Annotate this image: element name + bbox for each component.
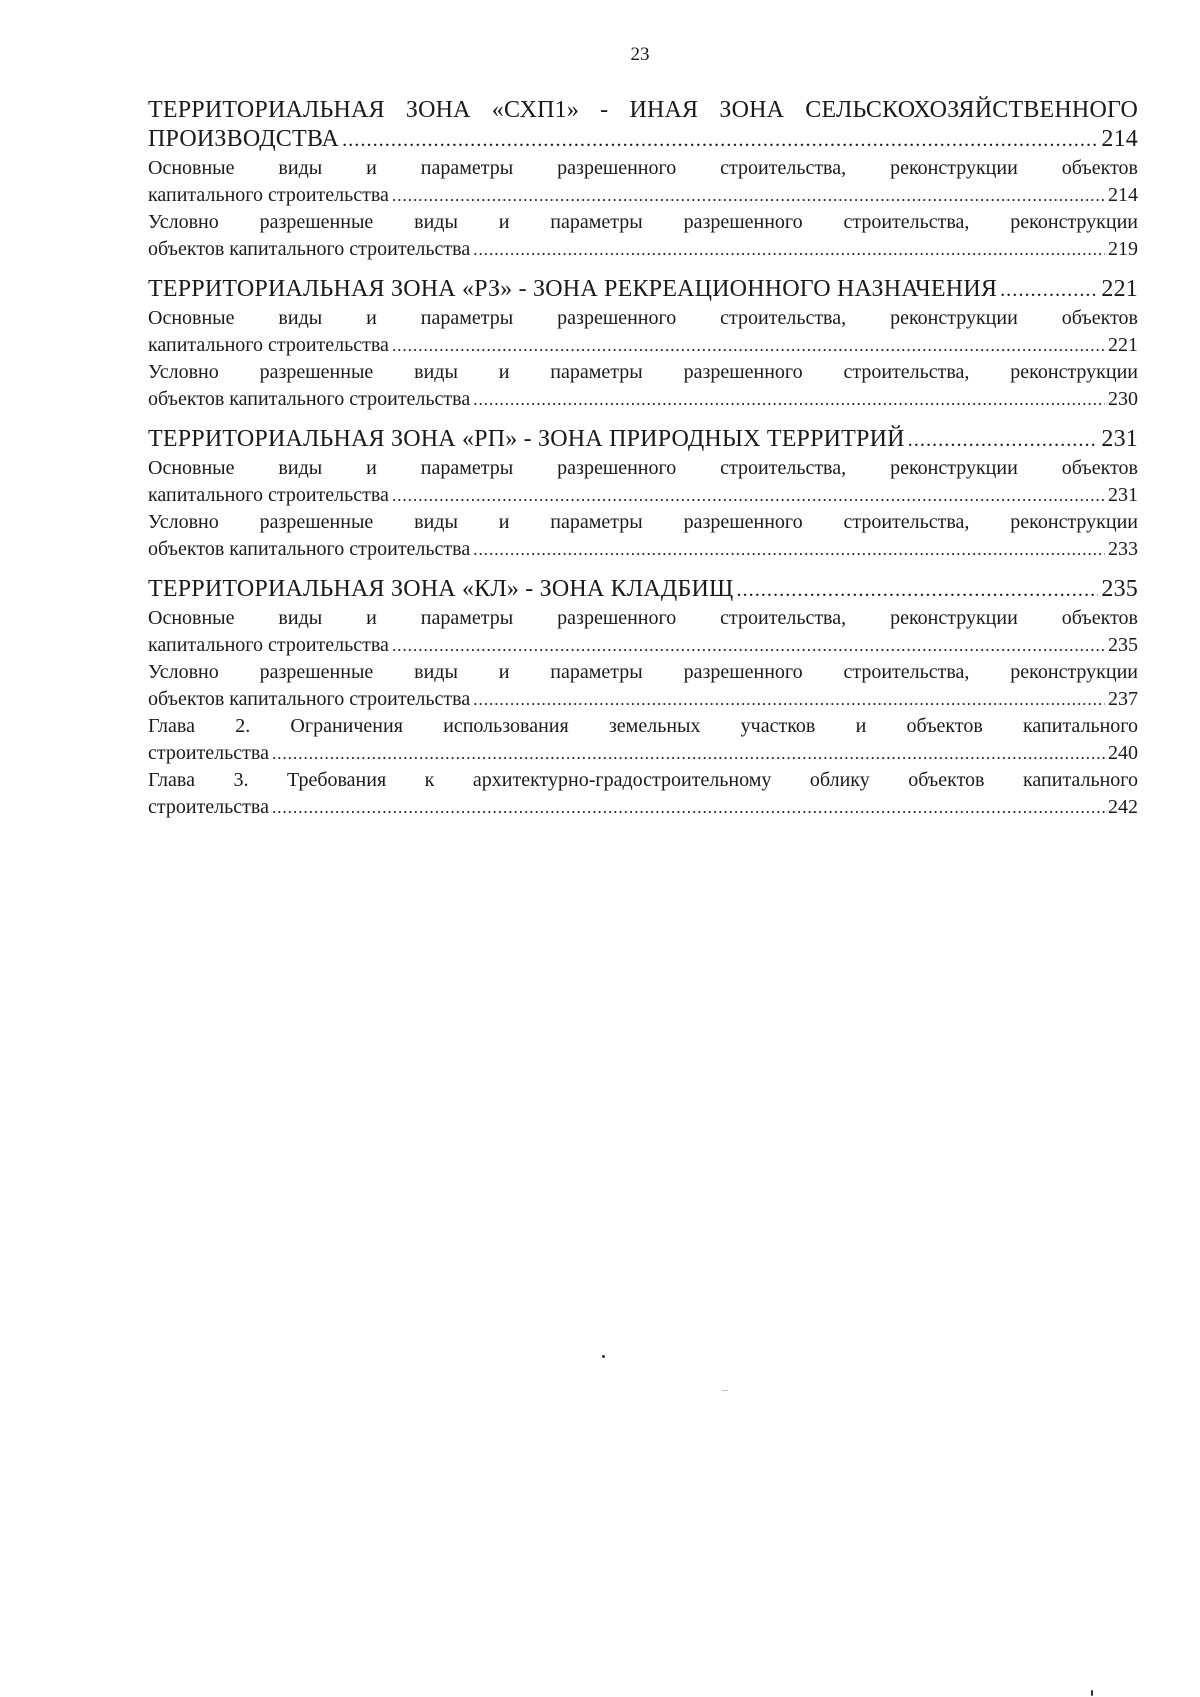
toc-entry-line1: Глава 2. Ограничения использования земельных участков и объектов капитального — [148, 715, 1138, 737]
toc-entry-line1: Основные виды и параметры разрешенного строительства, реконструкции объектов — [148, 157, 1138, 179]
toc-section-shp1 — [148, 96, 1138, 263]
toc-heading-text: ТЕРРИТОРИАЛЬНАЯ ЗОНА «РЗ» - ЗОНА РЕКРЕАЦИОННОГО НАЗНАЧЕНИЯ — [148, 276, 998, 302]
toc-entry-line1: Условно разрешенные виды и параметры разрешенного строительства, реконструкции — [148, 511, 1138, 533]
toc-heading-line2: ПРОИЗВОДСТВА — [148, 126, 340, 152]
toc-page-number: 231 — [1108, 484, 1138, 506]
leader-dots — [473, 686, 1105, 713]
leader-dots — [272, 794, 1105, 821]
toc-entry-line2: объектов капитального строительства — [148, 538, 471, 560]
scan-speck — [602, 1355, 605, 1358]
toc-entry[interactable] — [148, 455, 1138, 509]
leader-dots — [392, 332, 1105, 359]
toc-entry-chapter-3[interactable] — [148, 767, 1138, 821]
toc-entry-line1: Основные виды и параметры разрешенного строительства, реконструкции объектов — [148, 307, 1138, 329]
leader-dots — [392, 182, 1105, 209]
toc-entry-chapter-2[interactable] — [148, 713, 1138, 767]
toc-section-rz — [148, 275, 1138, 413]
toc-entry-line1: Основные виды и параметры разрешенного строительства, реконструкции объектов — [148, 607, 1138, 629]
toc-page-number: 240 — [1108, 742, 1138, 764]
toc-section-kl — [148, 575, 1138, 821]
toc-heading-text: ТЕРРИТОРИАЛЬНАЯ ЗОНА «РП» - ЗОНА ПРИРОДНЫХ ТЕРРИТРИЙ — [148, 426, 905, 452]
toc-entry-line1: Глава 3. Требования к архитектурно-градостроительному облику объектов капитального — [148, 769, 1138, 791]
toc-entry-line2: капитального строительства — [148, 184, 389, 206]
toc-page-number: 230 — [1108, 388, 1138, 410]
leader-dots — [736, 576, 1098, 605]
toc-page-number: 242 — [1108, 796, 1138, 818]
toc-entry-line2: капитального строительства — [148, 334, 389, 356]
toc-page-number: 221 — [1101, 276, 1138, 302]
leader-dots — [473, 236, 1105, 263]
scan-speck — [1091, 1690, 1093, 1696]
toc-heading-line1: ТЕРРИТОРИАЛЬНАЯ ЗОНА «СХП1» - ИНАЯ ЗОНА СЕЛЬСКОХОЗЯЙСТВЕННОГО — [148, 97, 1138, 123]
leader-dots — [473, 536, 1105, 563]
leader-dots — [473, 386, 1105, 413]
toc-entry-line2: объектов капитального строительства — [148, 388, 471, 410]
toc-entry[interactable] — [148, 305, 1138, 359]
toc-entry-line2: капитального строительства — [148, 484, 389, 506]
toc-heading[interactable] — [148, 575, 1138, 605]
toc-entry[interactable] — [148, 209, 1138, 263]
toc-page-number: 219 — [1108, 238, 1138, 260]
toc-entry-line1: Условно разрешенные виды и параметры разрешенного строительства, реконструкции — [148, 211, 1138, 233]
leader-dots — [392, 632, 1105, 659]
toc-entry-line1: Условно разрешенные виды и параметры разрешенного строительства, реконструкции — [148, 661, 1138, 683]
toc-section-rp — [148, 425, 1138, 563]
toc-page-number: 235 — [1108, 634, 1138, 656]
toc-entry-line2: объектов капитального строительства — [148, 688, 471, 710]
toc-heading-text: ТЕРРИТОРИАЛЬНАЯ ЗОНА «КЛ» - ЗОНА КЛАДБИЩ — [148, 576, 734, 602]
toc-entry-line2: строительства — [148, 796, 269, 818]
page-number: 23 — [630, 44, 650, 65]
toc-entry[interactable] — [148, 605, 1138, 659]
toc-heading[interactable] — [148, 96, 1138, 155]
toc-page-number: 233 — [1108, 538, 1138, 560]
toc-heading[interactable] — [148, 275, 1138, 305]
leader-dots — [272, 740, 1105, 767]
toc-page-number: 237 — [1108, 688, 1138, 710]
leader-dots — [342, 126, 1098, 155]
toc-heading[interactable] — [148, 425, 1138, 455]
toc-page-number: 221 — [1108, 334, 1138, 356]
toc-entry-line1: Основные виды и параметры разрешенного строительства, реконструкции объектов — [148, 457, 1138, 479]
toc-entry[interactable] — [148, 359, 1138, 413]
toc-entry[interactable] — [148, 509, 1138, 563]
toc-entry-line2: строительства — [148, 742, 269, 764]
toc-page-number: 235 — [1101, 576, 1138, 602]
leader-dots — [908, 426, 1099, 455]
toc-entry[interactable] — [148, 155, 1138, 209]
toc-page-number: 231 — [1101, 426, 1138, 452]
leader-dots — [392, 482, 1105, 509]
table-of-contents — [148, 96, 1138, 821]
toc-entry-line2: объектов капитального строительства — [148, 238, 471, 260]
toc-entry-line1: Условно разрешенные виды и параметры разрешенного строительства, реконструкции — [148, 361, 1138, 383]
scan-mark — [722, 1390, 728, 1391]
toc-entry[interactable] — [148, 659, 1138, 713]
toc-page-number: 214 — [1101, 126, 1138, 152]
toc-page-number: 214 — [1108, 184, 1138, 206]
leader-dots — [1000, 276, 1098, 305]
toc-entry-line2: капитального строительства — [148, 634, 389, 656]
